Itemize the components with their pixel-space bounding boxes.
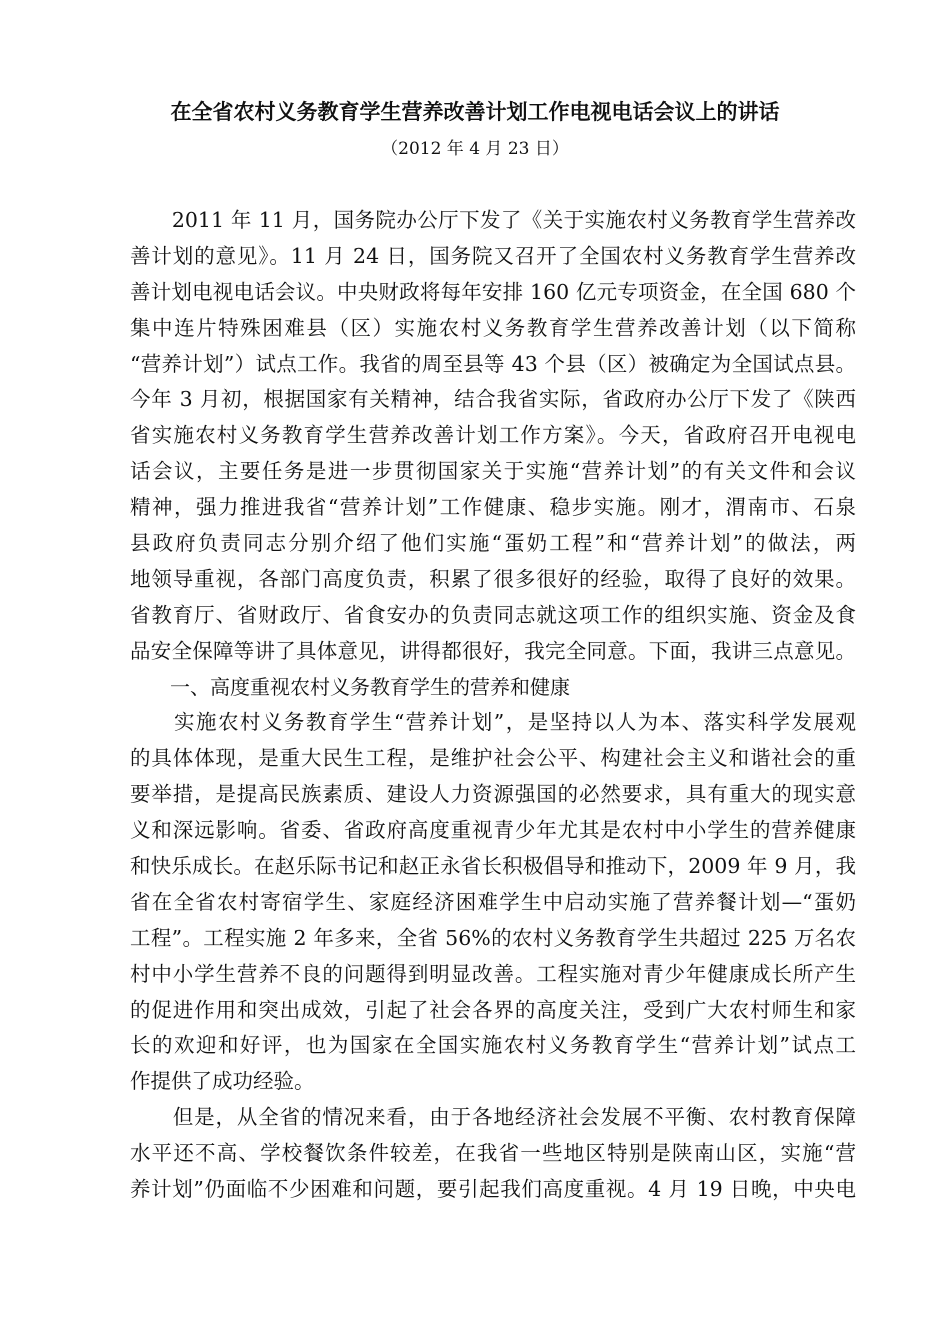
text-line: 的具体体现，是重大民生工程，是维护社会公平、构建社会主义和谐社会的重	[130, 746, 856, 771]
text-line: 实施农村义务教育学生“营养计划”，是坚持以人为本、落实科学发展观	[130, 710, 856, 735]
text-line: 省实施农村义务教育学生营养改善计划工作方案》。今天，省政府召开电视电	[130, 423, 856, 448]
paragraph	[130, 203, 856, 670]
text-line: 长的欢迎和好评，也为国家在全国实施农村义务教育学生“营养计划”试点工	[130, 1033, 856, 1058]
text-line: 义和深远影响。省委、省政府高度重视青少年尤其是农村中小学生的营养健康	[130, 818, 856, 843]
text-line: 话会议，主要任务是进一步贯彻国家关于实施“营养计划”的有关文件和会议	[130, 459, 856, 484]
paragraph	[130, 705, 856, 1100]
text-line: 品安全保障等讲了具体意见，讲得都很好，我完全同意。下面，我讲三点意见。	[130, 638, 856, 663]
paragraph	[130, 1100, 856, 1208]
text-line: “营养计划”）试点工作。我省的周至县等 43 个县（区）被确定为全国试点县。	[130, 351, 856, 376]
text-line: 但是，从全省的情况来看，由于各地经济社会发展不平衡、农村教育保障	[130, 1105, 856, 1130]
text-line: 集中连片特殊困难县（区）实施农村义务教育学生营养改善计划（以下简称	[130, 315, 856, 340]
text-line: 和快乐成长。在赵乐际书记和赵正永省长积极倡导和推动下，2009 年 9 月，我	[130, 854, 856, 879]
text-line: 要举措，是提高民族素质、建设人力资源强国的必然要求，具有重大的现实意	[130, 782, 856, 807]
text-line: 县政府负责同志分别介绍了他们实施“蛋奶工程”和“营养计划”的做法，两	[130, 531, 856, 556]
document-body	[130, 203, 856, 1208]
text-line: 水平还不高、学校餐饮条件较差，在我省一些地区特别是陕南山区，实施“营	[130, 1141, 856, 1166]
text-line: 养计划”仍面临不少困难和问题，要引起我们高度重视。4 月 19 日晚，中央电	[130, 1177, 856, 1202]
text-line: 省在全省农村寄宿学生、家庭经济困难学生中启动实施了营养餐计划—“蛋奶	[130, 889, 856, 914]
text-line: 省教育厅、省财政厅、省食安办的负责同志就这项工作的组织实施、资金及食	[130, 602, 856, 627]
text-line: 善计划的意见》。11 月 24 日，国务院又召开了全国农村义务教育学生营养改	[130, 243, 856, 268]
text-line: 精神，强力推进我省“营养计划”工作健康、稳步实施。刚才，渭南市、石泉	[130, 495, 856, 520]
document-title: 在全省农村义务教育学生营养改善计划工作电视电话会议上的讲话	[170, 99, 780, 124]
text-line: 工程”。工程实施 2 年多来，全省 56%的农村义务教育学生共超过 225 万名农	[130, 925, 856, 950]
text-line: 村中小学生营养不良的问题得到明显改善。工程实施对青少年健康成长所产生	[130, 961, 856, 986]
text-line: 2011 年 11 月，国务院办公厅下发了《关于实施农村义务教育学生营养改	[130, 208, 856, 232]
text-line: 善计划电视电话会议。中央财政将每年安排 160 亿元专项资金，在全国 680 个	[130, 279, 856, 304]
text-line: 地领导重视，各部门高度负责，积累了很多很好的经验，取得了良好的效果。	[130, 566, 856, 591]
text-line: 作提供了成功经验。	[130, 1069, 315, 1094]
document-date: （2012 年 4 月 23 日）	[381, 139, 569, 159]
text-line: 今年 3 月初，根据国家有关精神，结合我省实际，省政府办公厅下发了《陕西	[130, 387, 856, 412]
text-line: 的促进作用和突出成效，引起了社会各界的高度关注，受到广大农村师生和家	[130, 997, 856, 1022]
section-heading: 一、高度重视农村义务教育学生的营养和健康	[130, 674, 570, 699]
